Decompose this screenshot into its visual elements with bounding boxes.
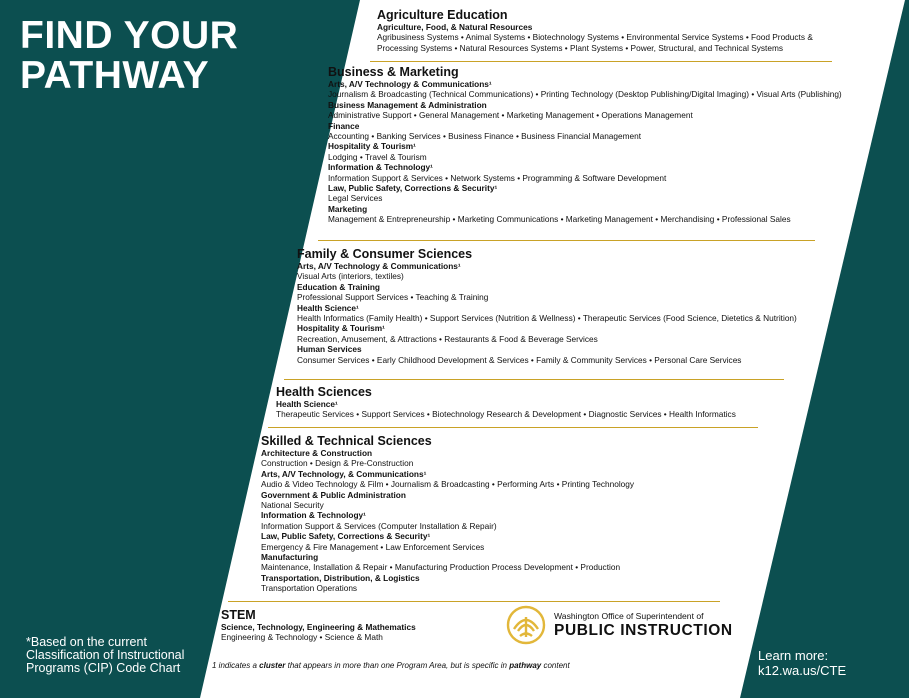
cluster-name: Information & Technology¹ (261, 510, 366, 521)
pathway-list: Information Support & Services • Network Systems • Programming & Software Development (328, 172, 667, 183)
pathway-list: Professional Support Services • Teaching & Training (297, 292, 489, 303)
cluster-name: Human Services (297, 344, 362, 355)
pathway-list: Health Informatics (Family Health) • Support Services (Nutrition & Wellness) • Therapeutic Services (Food Science, Dietetics & Nutrition) (297, 313, 797, 324)
cluster-name: Law, Public Safety, Corrections & Security¹ (328, 183, 498, 194)
learn-more-label: Learn more: (758, 648, 829, 663)
cluster-name: Transportation, Distribution, & Logistics (261, 572, 420, 583)
area-skilled-technical (261, 434, 741, 594)
pathway-list: Transportation Operations (261, 583, 358, 594)
pathway-list: Construction • Design & Pre-Construction (261, 458, 414, 469)
area-title: STEM (221, 608, 256, 622)
cluster-name: Finance (328, 120, 360, 131)
cluster-name: Hospitality & Tourism¹ (297, 323, 385, 334)
logo-line-1: Washington Office of Superintendent of (554, 610, 704, 621)
area-business-marketing (328, 65, 852, 225)
title-line-1: FIND YOUR (20, 14, 239, 57)
cluster-name: Architecture & Construction (261, 448, 373, 458)
cluster-name: Law, Public Safety, Corrections & Security¹ (261, 531, 431, 542)
divider (370, 61, 832, 62)
pathway-list: Journalism & Broadcasting (Technical Communications) • Printing Technology (Desktop Publishing/Digital Imaging) • Visual Arts (Publishing) (328, 89, 842, 100)
cip-footnote: *Based on the current Classification of Instructional Programs (CIP) Code Chart (26, 635, 185, 675)
cluster-name: Health Science¹ (276, 399, 338, 409)
cluster-name: Hospitality & Tourism¹ (328, 141, 416, 152)
title-line-2: PATHWAY (20, 54, 210, 97)
divider (284, 379, 784, 380)
ospi-logo (506, 605, 733, 645)
area-title: Agriculture Education (377, 8, 508, 22)
pathway-list: Maintenance, Installation & Repair • Manufacturing Production Process Development • Production (261, 562, 621, 573)
pathway-list: Engineering & Technology • Science & Math (221, 632, 383, 643)
cluster-name: Arts, A/V Technology, & Communications¹ (261, 468, 427, 479)
area-title: Business & Marketing (328, 65, 459, 79)
pathway-list: Recreation, Amusement, & Attractions • Restaurants & Food & Beverage Services (297, 333, 598, 344)
pathway-list: Emergency & Fire Management • Law Enforcement Services (261, 541, 485, 552)
pathway-list: Agribusiness Systems • Animal Systems • Biotechnology Systems • Environmental Service Systems • Food Products & Processing Systems • Natural Resources Systems • Plant Systems • Power, Structural, and Technical Systems (377, 32, 813, 53)
learn-more-link[interactable]: k12.wa.us/CTE (758, 663, 847, 678)
cluster-name: Health Science¹ (297, 302, 359, 313)
ospi-seal-icon (506, 605, 546, 645)
pathway-list: Administrative Support • General Management • Marketing Management • Operations Management (328, 110, 693, 121)
note-bold-pathway: pathway (509, 661, 542, 670)
pathway-list: Audio & Video Technology & Film • Journalism & Broadcasting • Performing Arts • Printing Technology (261, 479, 635, 490)
logo-line-2: PUBLIC INSTRUCTION (554, 621, 733, 639)
area-family-consumer (297, 247, 813, 365)
note-text: that appears in more than one Program Area, but is specific in (285, 661, 510, 670)
note-text: 1 indicates a (212, 661, 260, 670)
area-title: Family & Consumer Sciences (297, 247, 473, 261)
area-health-sciences (276, 385, 796, 420)
note-bold-cluster: cluster (259, 661, 286, 670)
pathway-list: Legal Services (328, 193, 383, 204)
cluster-name: Government & Public Administration (261, 489, 406, 500)
area-title: Health Sciences (276, 385, 372, 399)
pathway-list: National Security (261, 500, 324, 511)
cluster-name: Arts, A/V Technology & Communications¹ (297, 261, 461, 271)
area-title: Skilled & Technical Sciences (261, 434, 432, 448)
pathway-list: Accounting • Banking Services • Business Finance • Business Financial Management (328, 131, 642, 142)
divider (318, 240, 815, 241)
pathway-list: Consumer Services • Early Childhood Development & Services • Family & Community Services • Personal Care Services (297, 354, 742, 365)
cluster-name: Marketing (328, 203, 368, 214)
cluster-name: Business Management & Administration (328, 99, 487, 110)
pathway-list: Therapeutic Services • Support Services • Biotechnology Research & Development • Diagnostic Services • Health Informatics (276, 409, 736, 420)
cluster-name: Information & Technology¹ (328, 162, 433, 173)
cluster-name: Manufacturing (261, 552, 319, 563)
pathway-list: Lodging • Travel & Tourism (328, 151, 427, 162)
area-agriculture (377, 8, 855, 53)
cluster-name: Science, Technology, Engineering & Mathematics (221, 622, 416, 632)
pathway-list: Information Support & Services (Computer Installation & Repair) (261, 520, 497, 531)
pathway-list: Visual Arts (interiors, textiles) (297, 271, 404, 282)
cluster-name: Arts, A/V Technology & Communications¹ (328, 79, 492, 89)
note-text: content (541, 661, 570, 670)
cluster-name: Agriculture, Food, & Natural Resources (377, 22, 533, 32)
pathway-list: Management & Entrepreneurship • Marketing Communications • Marketing Management • Merchandising • Professional Sales (328, 214, 791, 225)
divider (268, 427, 758, 428)
area-stem (221, 608, 481, 643)
cluster-footnote (212, 661, 570, 670)
divider (228, 601, 720, 602)
cluster-name: Education & Training (297, 281, 380, 292)
page-title (20, 16, 238, 96)
learn-more[interactable] (758, 648, 846, 678)
